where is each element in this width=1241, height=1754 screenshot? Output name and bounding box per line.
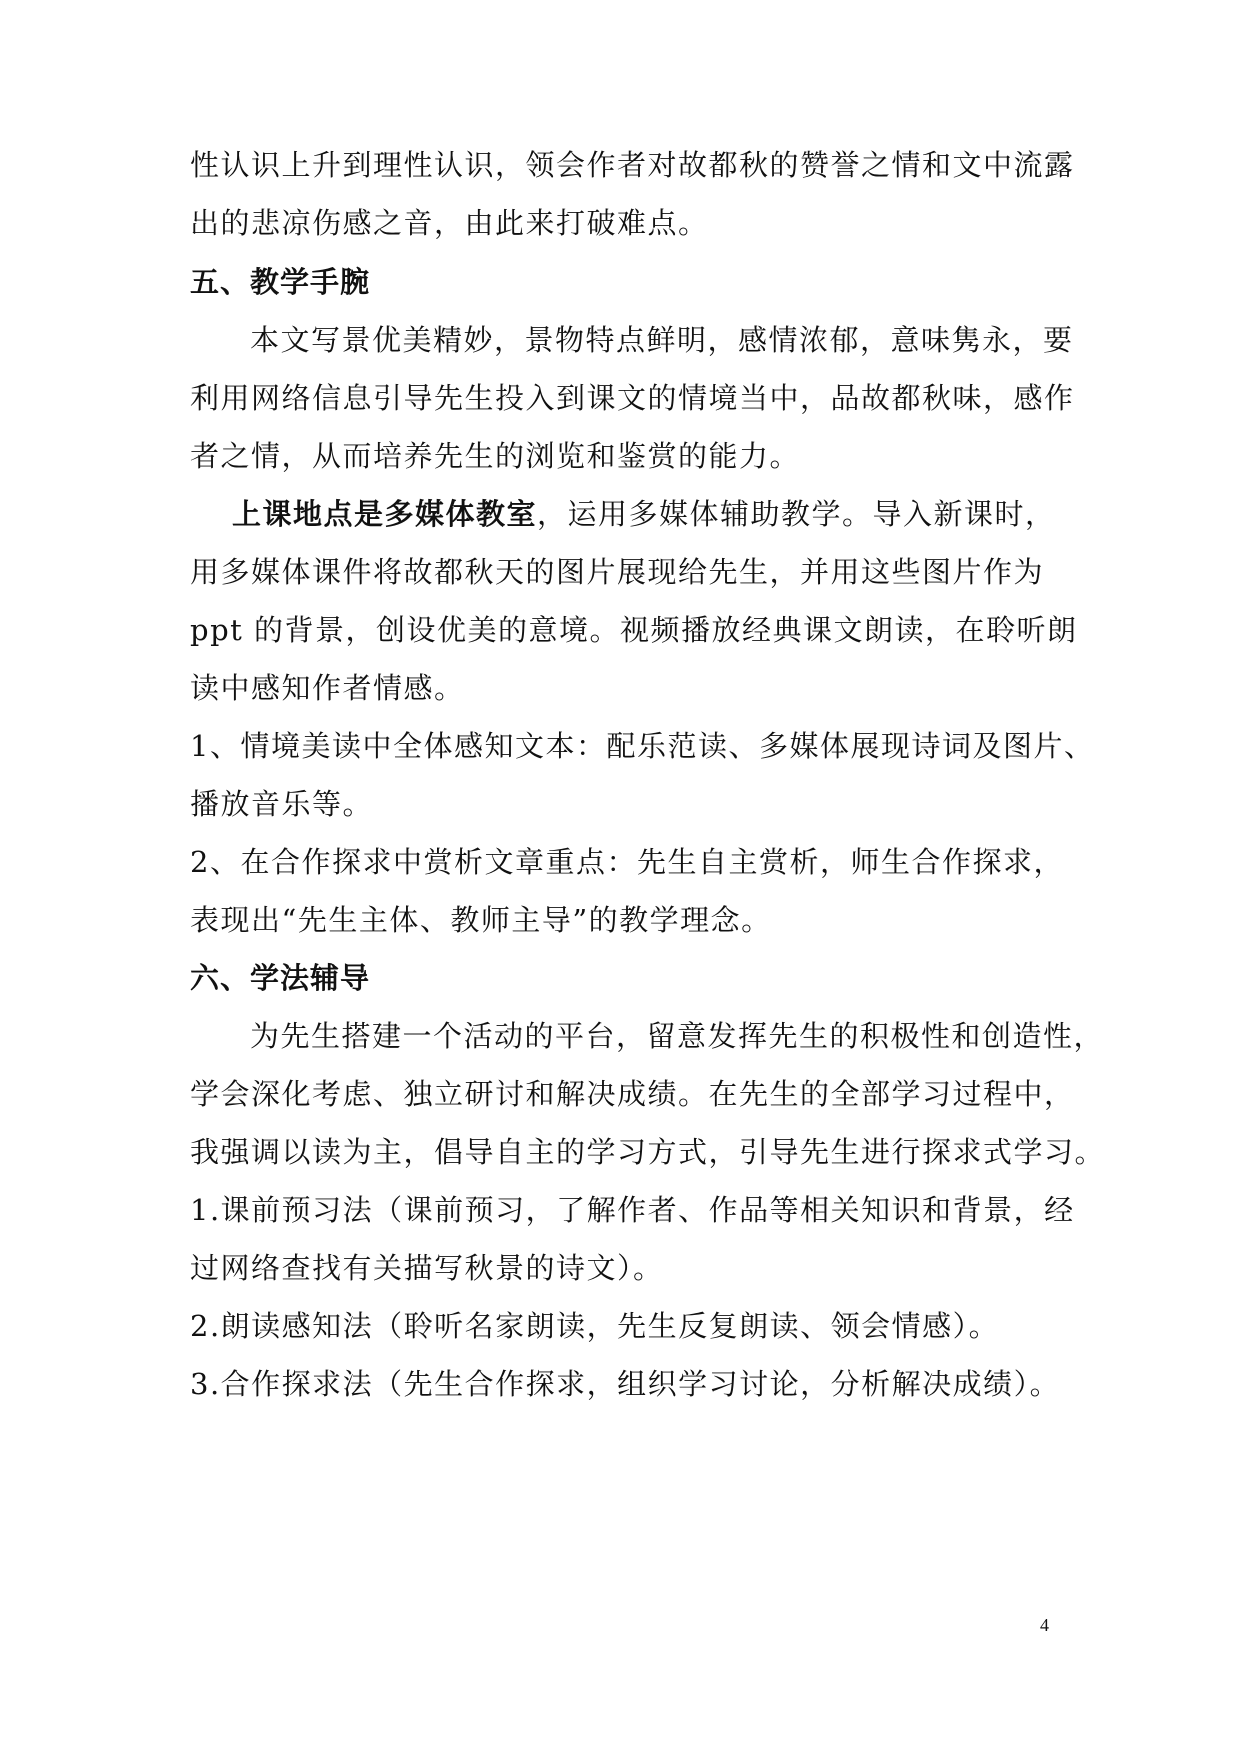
body-line: 学会深化考虑、独立研讨和解决成绩。在先生的全部学习过程中， [190,1077,1075,1111]
section-heading-6: 六、学法辅导 [190,961,371,995]
body-line: 本文写景优美精妙，景物特点鲜明，感情浓郁，意味隽永，要 [250,323,1074,357]
section-heading-5: 五、教学手腕 [190,265,371,299]
body-line [232,494,1060,534]
list-item: 2.朗读感知法（聆听名家朗读，先生反复朗读、领会情感）。 [190,1309,1000,1343]
body-line: 读中感知作者情感。 [190,671,465,705]
body-line: 用多媒体课件将故都秋天的图片展现给先生，并用这些图片作为 [190,555,1045,589]
list-item: 1、情境美读中全体感知文本：配乐范读、多媒体展现诗词及图片、 [190,729,1095,763]
body-line: 出的悲凉伤感之音，由此来打破难点。 [190,206,709,240]
list-item: 1.课前预习法（课前预习，了解作者、作品等相关知识和背景，经 [190,1193,1075,1227]
body-line: 我强调以读为主，倡导自主的学习方式，引导先生进行探求式学习。 [190,1135,1106,1169]
list-item: 播放音乐等。 [190,787,374,821]
emphasis-text: 上课地点是多媒体教室 [232,497,538,531]
list-item: 表现出“先生主体、教师主导”的教学理念。 [190,903,772,937]
body-text: ，运用多媒体辅助教学。导入新课时， [537,497,1056,531]
list-item: 3.合作探求法（先生合作探求，组织学习讨论，分析解决成绩）。 [190,1367,1061,1401]
body-line: 利用网络信息引导先生投入到课文的情境当中，品故都秋味，感作 [190,381,1075,415]
body-line: ppt 的背景，创设优美的意境。视频播放经典课文朗读，在聆听朗 [190,613,1078,647]
body-line: 为先生搭建一个活动的平台，留意发挥先生的积极性和创造性， [250,1019,1105,1053]
body-line: 性认识上升到理性认识，领会作者对故都秋的赞誉之情和文中流露 [190,148,1075,182]
page-number: 4 [1040,1615,1049,1635]
list-item: 过网络查找有关描写秋景的诗文）。 [190,1251,664,1285]
body-line: 者之情，从而培养先生的浏览和鉴赏的能力。 [190,439,801,473]
list-item: 2、在合作探求中赏析文章重点：先生自主赏析，师生合作探求， [190,845,1064,879]
